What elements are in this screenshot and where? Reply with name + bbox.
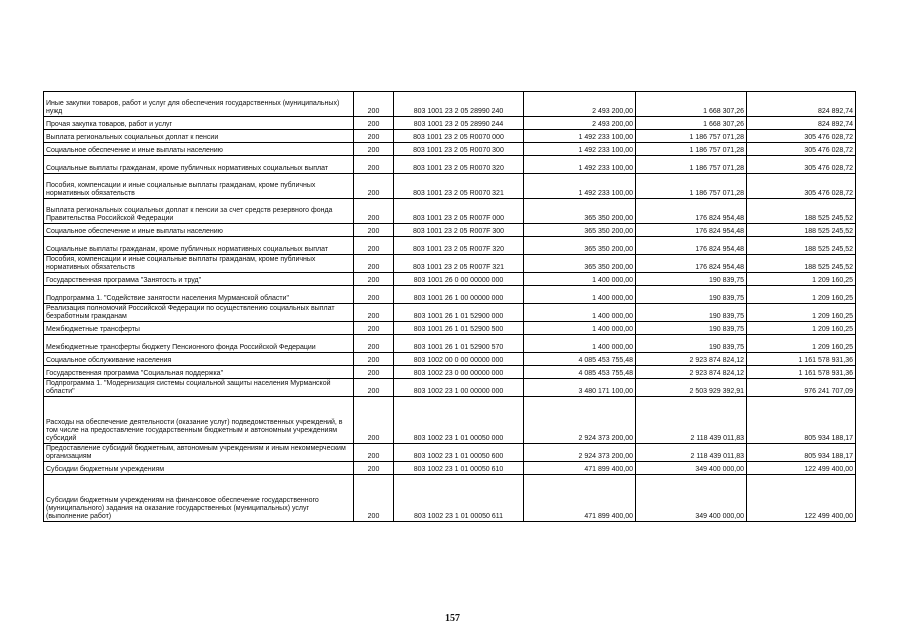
row-classification-cell: 803 1001 23 2 05 28990 240 bbox=[394, 92, 524, 117]
row-name-cell: Социальное обеспечение и иные выплаты населению bbox=[44, 143, 354, 156]
row-executed-cell: 190 839,75 bbox=[636, 335, 747, 353]
row-name-cell: Социальные выплаты гражданам, кроме публичных нормативных социальных выплат bbox=[44, 156, 354, 174]
row-unexecuted-cell: 805 934 188,17 bbox=[747, 444, 856, 462]
row-approved-cell: 4 085 453 755,48 bbox=[524, 353, 636, 366]
row-name-cell: Выплата региональных социальных доплат к пенсии за счет средств резервного фонда Правительства Российской Федерации bbox=[44, 199, 354, 224]
row-unexecuted-cell: 122 499 400,00 bbox=[747, 462, 856, 475]
row-name-cell: Пособия, компенсации и иные социальные выплаты гражданам, кроме публичных нормативных обязательств bbox=[44, 174, 354, 199]
row-name-cell: Социальное обслуживание населения bbox=[44, 353, 354, 366]
table-row bbox=[44, 130, 856, 143]
row-approved-cell: 1 492 233 100,00 bbox=[524, 130, 636, 143]
row-name-cell: Прочая закупка товаров, работ и услуг bbox=[44, 117, 354, 130]
row-approved-cell: 365 350 200,00 bbox=[524, 237, 636, 255]
row-name-cell: Государственная программа "Занятость и труд" bbox=[44, 273, 354, 286]
row-classification-cell: 803 1001 23 2 05 R007F 321 bbox=[394, 255, 524, 273]
table-row bbox=[44, 156, 856, 174]
row-code-cell: 200 bbox=[354, 224, 394, 237]
row-name-cell: Субсидии бюджетным учреждениям bbox=[44, 462, 354, 475]
row-executed-cell: 1 186 757 071,28 bbox=[636, 130, 747, 143]
table-row bbox=[44, 304, 856, 322]
row-approved-cell: 365 350 200,00 bbox=[524, 224, 636, 237]
row-approved-cell: 471 899 400,00 bbox=[524, 475, 636, 522]
row-executed-cell: 190 839,75 bbox=[636, 286, 747, 304]
page-number: 157 bbox=[445, 613, 460, 624]
row-executed-cell: 176 824 954,48 bbox=[636, 199, 747, 224]
row-unexecuted-cell: 824 892,74 bbox=[747, 117, 856, 130]
table-row bbox=[44, 286, 856, 304]
row-code-cell: 200 bbox=[354, 156, 394, 174]
row-unexecuted-cell: 1 209 160,25 bbox=[747, 304, 856, 322]
row-approved-cell: 1 492 233 100,00 bbox=[524, 143, 636, 156]
row-unexecuted-cell: 305 476 028,72 bbox=[747, 143, 856, 156]
row-code-cell: 200 bbox=[354, 92, 394, 117]
row-unexecuted-cell: 1 209 160,25 bbox=[747, 273, 856, 286]
row-executed-cell: 190 839,75 bbox=[636, 304, 747, 322]
row-approved-cell: 2 493 200,00 bbox=[524, 117, 636, 130]
row-unexecuted-cell: 1 161 578 931,36 bbox=[747, 366, 856, 379]
row-classification-cell: 803 1002 23 1 01 00050 600 bbox=[394, 444, 524, 462]
row-code-cell: 200 bbox=[354, 366, 394, 379]
row-code-cell: 200 bbox=[354, 444, 394, 462]
row-classification-cell: 803 1001 23 2 05 R0070 320 bbox=[394, 156, 524, 174]
row-name-cell: Субсидии бюджетным учреждениям на финансовое обеспечение государственного (муниципального) задания на оказание государственных (муниципальных) услуг (выполнение работ) bbox=[44, 475, 354, 522]
row-name-cell: Подпрограмма 1. "Содействие занятости населения Мурманской области" bbox=[44, 286, 354, 304]
table-row bbox=[44, 444, 856, 462]
row-unexecuted-cell: 188 525 245,52 bbox=[747, 237, 856, 255]
row-classification-cell: 803 1001 23 2 05 R007F 000 bbox=[394, 199, 524, 224]
row-name-cell: Межбюджетные трансферты bbox=[44, 322, 354, 335]
row-unexecuted-cell: 305 476 028,72 bbox=[747, 174, 856, 199]
row-code-cell: 200 bbox=[354, 130, 394, 143]
row-approved-cell: 471 899 400,00 bbox=[524, 462, 636, 475]
row-name-cell: Межбюджетные трансферты бюджету Пенсионного фонда Российской Федерации bbox=[44, 335, 354, 353]
row-classification-cell: 803 1002 00 0 00 00000 000 bbox=[394, 353, 524, 366]
row-name-cell: Иные закупки товаров, работ и услуг для обеспечения государственных (муниципальных) нужд bbox=[44, 92, 354, 117]
row-classification-cell: 803 1002 23 0 00 00000 000 bbox=[394, 366, 524, 379]
row-code-cell: 200 bbox=[354, 199, 394, 224]
row-approved-cell: 1 400 000,00 bbox=[524, 322, 636, 335]
row-code-cell: 200 bbox=[354, 286, 394, 304]
row-classification-cell: 803 1001 23 2 05 R0070 000 bbox=[394, 130, 524, 143]
row-executed-cell: 190 839,75 bbox=[636, 273, 747, 286]
row-executed-cell: 1 186 757 071,28 bbox=[636, 174, 747, 199]
row-code-cell: 200 bbox=[354, 322, 394, 335]
row-approved-cell: 2 924 373 200,00 bbox=[524, 444, 636, 462]
table-row bbox=[44, 117, 856, 130]
row-unexecuted-cell: 188 525 245,52 bbox=[747, 199, 856, 224]
row-unexecuted-cell: 305 476 028,72 bbox=[747, 156, 856, 174]
row-code-cell: 200 bbox=[354, 353, 394, 366]
row-unexecuted-cell: 1 209 160,25 bbox=[747, 335, 856, 353]
row-code-cell: 200 bbox=[354, 143, 394, 156]
row-classification-cell: 803 1001 23 2 05 R007F 300 bbox=[394, 224, 524, 237]
table-row bbox=[44, 335, 856, 353]
row-name-cell: Выплата региональных социальных доплат к пенсии bbox=[44, 130, 354, 143]
row-approved-cell: 1 492 233 100,00 bbox=[524, 156, 636, 174]
row-code-cell: 200 bbox=[354, 475, 394, 522]
budget-table bbox=[43, 91, 856, 522]
row-executed-cell: 2 923 874 824,12 bbox=[636, 353, 747, 366]
row-unexecuted-cell: 1 209 160,25 bbox=[747, 286, 856, 304]
row-executed-cell: 1 668 307,26 bbox=[636, 117, 747, 130]
table-row bbox=[44, 174, 856, 199]
row-name-cell: Предоставление субсидий бюджетным, автономным учреждениям и иным некоммерческим организациям bbox=[44, 444, 354, 462]
table-row bbox=[44, 92, 856, 117]
row-classification-cell: 803 1001 23 2 05 R0070 300 bbox=[394, 143, 524, 156]
row-approved-cell: 1 492 233 100,00 bbox=[524, 174, 636, 199]
table-row bbox=[44, 143, 856, 156]
row-approved-cell: 365 350 200,00 bbox=[524, 255, 636, 273]
row-unexecuted-cell: 188 525 245,52 bbox=[747, 255, 856, 273]
table-row bbox=[44, 379, 856, 397]
table-row bbox=[44, 199, 856, 224]
row-executed-cell: 1 186 757 071,28 bbox=[636, 143, 747, 156]
row-approved-cell: 4 085 453 755,48 bbox=[524, 366, 636, 379]
row-classification-cell: 803 1002 23 1 01 00050 000 bbox=[394, 397, 524, 444]
row-classification-cell: 803 1001 26 1 01 52900 000 bbox=[394, 304, 524, 322]
row-executed-cell: 1 186 757 071,28 bbox=[636, 156, 747, 174]
row-name-cell: Социальное обеспечение и иные выплаты населению bbox=[44, 224, 354, 237]
row-executed-cell: 2 118 439 011,83 bbox=[636, 397, 747, 444]
row-name-cell: Реализация полномочий Российской Федерации по осуществлению социальных выплат безработным гражданам bbox=[44, 304, 354, 322]
row-unexecuted-cell: 122 499 400,00 bbox=[747, 475, 856, 522]
table-row bbox=[44, 366, 856, 379]
row-name-cell: Расходы на обеспечение деятельности (оказание услуг) подведомственных учреждений, в том числе на предоставление государственным бюджетным и автономным учреждениям субсидий bbox=[44, 397, 354, 444]
row-classification-cell: 803 1001 23 2 05 R007F 320 bbox=[394, 237, 524, 255]
table-row bbox=[44, 237, 856, 255]
row-unexecuted-cell: 1 161 578 931,36 bbox=[747, 353, 856, 366]
row-unexecuted-cell: 188 525 245,52 bbox=[747, 224, 856, 237]
row-classification-cell: 803 1002 23 1 01 00050 610 bbox=[394, 462, 524, 475]
table-row bbox=[44, 255, 856, 273]
row-classification-cell: 803 1001 26 1 00 00000 000 bbox=[394, 286, 524, 304]
row-unexecuted-cell: 305 476 028,72 bbox=[747, 130, 856, 143]
row-executed-cell: 176 824 954,48 bbox=[636, 255, 747, 273]
table-row bbox=[44, 475, 856, 522]
row-classification-cell: 803 1002 23 1 01 00050 611 bbox=[394, 475, 524, 522]
row-executed-cell: 1 668 307,26 bbox=[636, 92, 747, 117]
row-code-cell: 200 bbox=[354, 335, 394, 353]
row-unexecuted-cell: 1 209 160,25 bbox=[747, 322, 856, 335]
table-row bbox=[44, 273, 856, 286]
row-classification-cell: 803 1002 23 1 00 00000 000 bbox=[394, 379, 524, 397]
row-code-cell: 200 bbox=[354, 397, 394, 444]
row-executed-cell: 2 118 439 011,83 bbox=[636, 444, 747, 462]
row-unexecuted-cell: 976 241 707,09 bbox=[747, 379, 856, 397]
row-executed-cell: 176 824 954,48 bbox=[636, 224, 747, 237]
row-classification-cell: 803 1001 26 1 01 52900 500 bbox=[394, 322, 524, 335]
row-approved-cell: 3 480 171 100,00 bbox=[524, 379, 636, 397]
row-code-cell: 200 bbox=[354, 462, 394, 475]
table-row bbox=[44, 224, 856, 237]
row-code-cell: 200 bbox=[354, 174, 394, 199]
row-approved-cell: 1 400 000,00 bbox=[524, 335, 636, 353]
row-classification-cell: 803 1001 23 2 05 28990 244 bbox=[394, 117, 524, 130]
row-code-cell: 200 bbox=[354, 255, 394, 273]
row-unexecuted-cell: 824 892,74 bbox=[747, 92, 856, 117]
row-code-cell: 200 bbox=[354, 273, 394, 286]
row-executed-cell: 190 839,75 bbox=[636, 322, 747, 335]
row-name-cell: Государственная программа "Социальная поддержка" bbox=[44, 366, 354, 379]
row-executed-cell: 2 923 874 824,12 bbox=[636, 366, 747, 379]
row-name-cell: Пособия, компенсации и иные социальные выплаты гражданам, кроме публичных нормативных обязательств bbox=[44, 255, 354, 273]
table-row bbox=[44, 462, 856, 475]
row-classification-cell: 803 1001 26 0 00 00000 000 bbox=[394, 273, 524, 286]
row-approved-cell: 1 400 000,00 bbox=[524, 273, 636, 286]
table-row bbox=[44, 397, 856, 444]
row-executed-cell: 176 824 954,48 bbox=[636, 237, 747, 255]
row-code-cell: 200 bbox=[354, 304, 394, 322]
row-approved-cell: 2 924 373 200,00 bbox=[524, 397, 636, 444]
row-code-cell: 200 bbox=[354, 117, 394, 130]
row-executed-cell: 2 503 929 392,91 bbox=[636, 379, 747, 397]
row-approved-cell: 1 400 000,00 bbox=[524, 304, 636, 322]
row-code-cell: 200 bbox=[354, 379, 394, 397]
row-approved-cell: 2 493 200,00 bbox=[524, 92, 636, 117]
row-name-cell: Социальные выплаты гражданам, кроме публичных нормативных социальных выплат bbox=[44, 237, 354, 255]
table-row bbox=[44, 353, 856, 366]
row-unexecuted-cell: 805 934 188,17 bbox=[747, 397, 856, 444]
row-name-cell: Подпрограмма 1. "Модернизация системы социальной защиты населения Мурманской области" bbox=[44, 379, 354, 397]
row-approved-cell: 1 400 000,00 bbox=[524, 286, 636, 304]
budget-table-body bbox=[44, 92, 856, 522]
row-approved-cell: 365 350 200,00 bbox=[524, 199, 636, 224]
row-executed-cell: 349 400 000,00 bbox=[636, 475, 747, 522]
row-code-cell: 200 bbox=[354, 237, 394, 255]
row-executed-cell: 349 400 000,00 bbox=[636, 462, 747, 475]
table-row bbox=[44, 322, 856, 335]
row-classification-cell: 803 1001 26 1 01 52900 570 bbox=[394, 335, 524, 353]
row-classification-cell: 803 1001 23 2 05 R0070 321 bbox=[394, 174, 524, 199]
